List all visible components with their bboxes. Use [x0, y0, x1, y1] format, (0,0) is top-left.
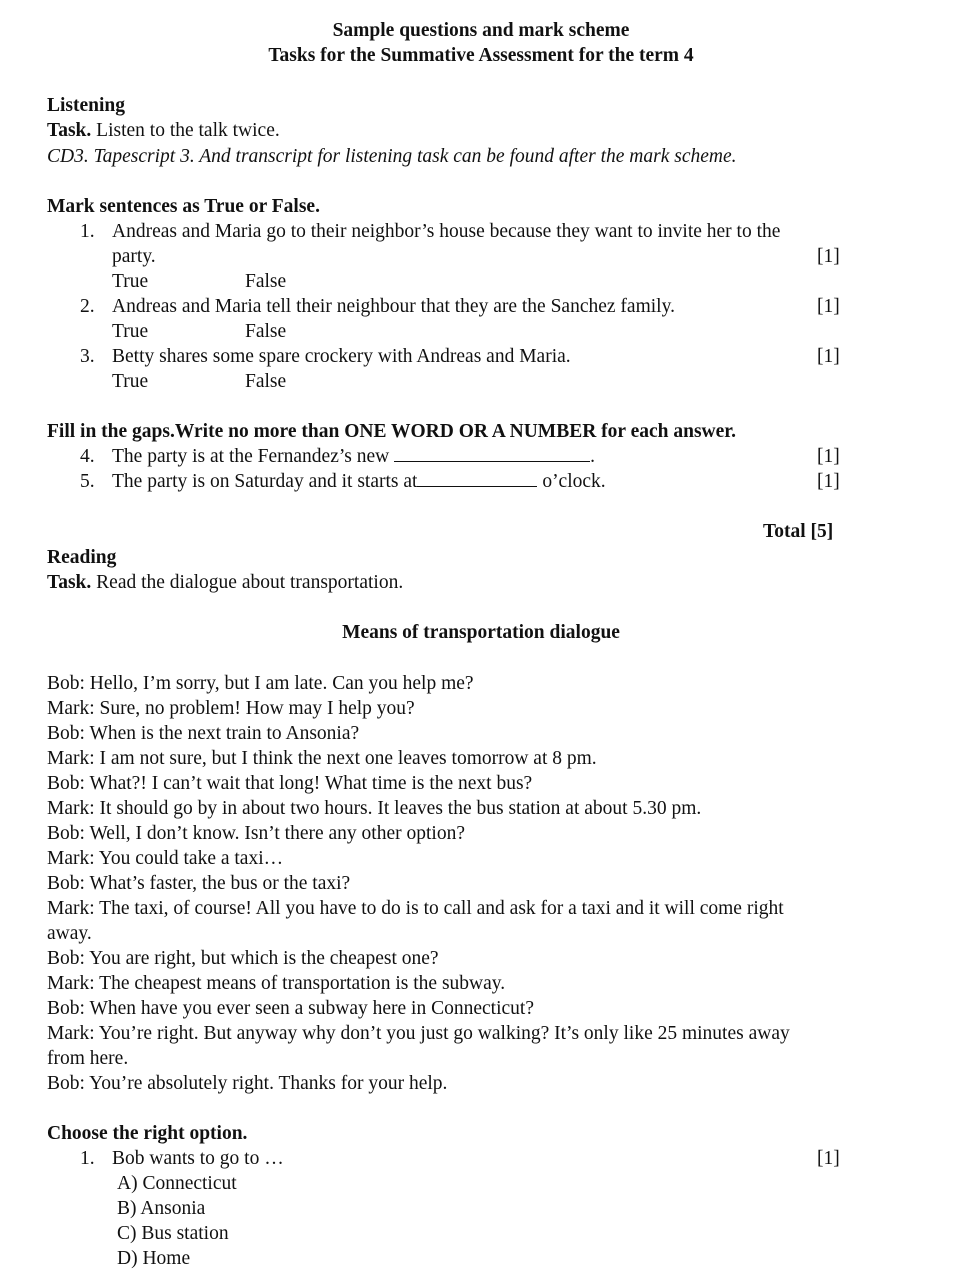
dialogue-line: Mark: You could take a taxi… [47, 848, 284, 869]
dialogue-line: Bob: When have you ever seen a subway here in Connecticut? [47, 998, 534, 1019]
dialogue-line: from here. [47, 1048, 129, 1069]
option-text: Ansonia [140, 1198, 206, 1219]
option-b[interactable] [117, 1196, 205, 1221]
option-letter: C) [117, 1223, 137, 1244]
option-letter: D) [117, 1248, 138, 1269]
cd-note: CD3. Tapescript 3. And transcript for listening task can be found after the mark scheme. [47, 146, 737, 167]
task-text: Read the dialogue about transportation. [96, 572, 404, 593]
dialogue-line: away. [47, 923, 92, 944]
mark-value: [1] [817, 246, 840, 267]
dialogue-title: Means of transportation dialogue [342, 622, 620, 643]
question-text: Bob wants to go to … [112, 1148, 284, 1169]
gap-text-after: . [590, 446, 595, 467]
dialogue-line: Bob: Well, I don’t know. Isn’t there any other option? [47, 823, 465, 844]
question-number: 3. [80, 346, 95, 367]
option-text: Bus station [141, 1223, 229, 1244]
option-text: Home [142, 1248, 191, 1269]
option-false: False [245, 321, 287, 342]
question-number: 2. [80, 296, 95, 317]
question-number: 4. [80, 446, 95, 467]
question-text-continued: party. [112, 246, 156, 267]
dialogue-line: Mark: I am not sure, but I think the next one leaves tomorrow at 8 pm. [47, 748, 597, 769]
option-true: True [112, 371, 149, 392]
mark-value: [1] [817, 1148, 840, 1169]
dialogue-line: Mark: It should go by in about two hours. It leaves the bus station at about 5.30 pm. [47, 798, 702, 819]
option-text: Connecticut [142, 1173, 237, 1194]
gap-text-before: The party is on Saturday and it starts at [112, 471, 418, 492]
option-false: False [245, 271, 287, 292]
question-text: Betty shares some spare crockery with Andreas and Maria. [112, 346, 571, 367]
gap-fill-heading: Fill in the gaps.Write no more than ONE WORD OR A NUMBER for each answer. [47, 421, 737, 442]
reading-heading: Reading [47, 547, 117, 568]
document-subtitle: Tasks for the Summative Assessment for the term 4 [268, 45, 694, 66]
option-a[interactable] [117, 1171, 237, 1196]
dialogue-line: Mark: The cheapest means of transportation is the subway. [47, 973, 506, 994]
dialogue-line: Bob: What?! I can’t wait that long! What time is the next bus? [47, 773, 533, 794]
listening-heading: Listening [47, 95, 126, 116]
option-false: False [245, 371, 287, 392]
task-label: Task. [47, 572, 92, 593]
total-mark: Total [5] [763, 521, 834, 542]
option-letter: B) [117, 1198, 137, 1219]
mark-value: [1] [817, 446, 840, 467]
dialogue-line: Mark: You’re right. But anyway why don’t you just go walking? It’s only like 25 minutes away [47, 1023, 790, 1044]
answer-blank[interactable] [417, 469, 537, 487]
dialogue-line: Bob: You are right, but which is the cheapest one? [47, 948, 439, 969]
task-text: Listen to the talk twice. [96, 120, 280, 141]
document-title: Sample questions and mark scheme [332, 20, 630, 41]
option-true: True [112, 271, 149, 292]
mark-value: [1] [817, 296, 840, 317]
mark-value: [1] [817, 471, 840, 492]
true-false-heading: Mark sentences as True or False. [47, 196, 320, 217]
dialogue-line: Bob: What’s faster, the bus or the taxi? [47, 873, 351, 894]
gap-text-before: The party is at the Fernandez’s new [112, 446, 390, 467]
reading-task [47, 570, 403, 595]
task-label: Task. [47, 120, 92, 141]
option-true: True [112, 321, 149, 342]
question-number: 1. [80, 1148, 95, 1169]
question-text: Andreas and Maria go to their neighbor’s house because they want to invite her to the [112, 221, 781, 242]
answer-blank[interactable] [394, 444, 590, 462]
option-d[interactable] [117, 1246, 190, 1271]
dialogue-line: Bob: Hello, I’m sorry, but I am late. Can you help me? [47, 673, 474, 694]
option-c[interactable] [117, 1221, 229, 1246]
dialogue-line: Bob: When is the next train to Ansonia? [47, 723, 360, 744]
dialogue-line: Bob: You’re absolutely right. Thanks for your help. [47, 1073, 448, 1094]
gap-question [112, 444, 595, 469]
question-number: 1. [80, 221, 95, 242]
dialogue-line: Mark: The taxi, of course! All you have to do is to call and ask for a taxi and it will come right [47, 898, 784, 919]
listening-task [47, 118, 280, 143]
mark-value: [1] [817, 346, 840, 367]
option-letter: A) [117, 1173, 138, 1194]
choose-heading: Choose the right option. [47, 1123, 248, 1144]
dialogue-line: Mark: Sure, no problem! How may I help you? [47, 698, 415, 719]
gap-question [112, 469, 606, 494]
gap-text-after: o’clock. [537, 471, 606, 492]
question-text: Andreas and Maria tell their neighbour that they are the Sanchez family. [112, 296, 675, 317]
question-number: 5. [80, 471, 95, 492]
